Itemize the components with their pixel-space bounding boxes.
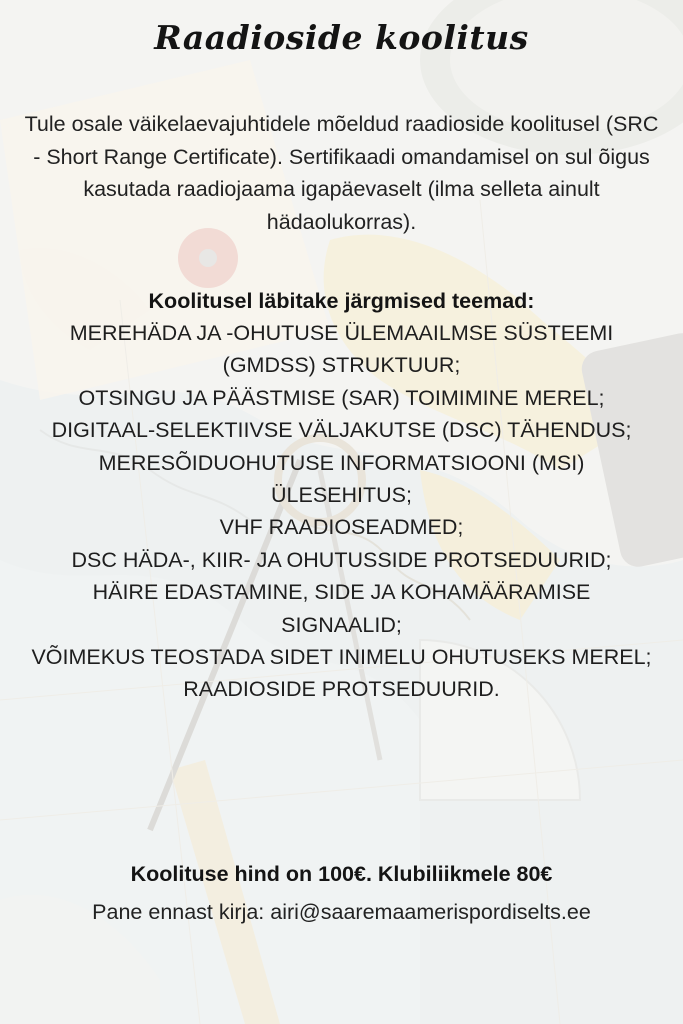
signup-label: Pane ennast kirja: bbox=[92, 900, 271, 924]
signup-line bbox=[0, 896, 683, 928]
intro-paragraph: Tule osale väikelaevajuhtidele mõeldud raadioside koolitusel (SRC - Short Range Certificate). Sertifikaadi omandamisel on sul õigus kasutada raadiojaama igapäevaselt (ilma selleta ainult hädaolukorras). bbox=[24, 112, 659, 234]
topic-item: OTSINGU JA PÄÄSTMISE (SAR) TOIMIMINE MEREL; bbox=[78, 385, 605, 410]
topic-item: MERESÕIDUOHUTUSE INFORMATSIOONI (MSI) ÜLESEHITUS; bbox=[98, 450, 585, 508]
price-text: Koolituse hind on 100€. Klubiliikmele 80€ bbox=[130, 862, 553, 886]
topic-item: VHF RAADIOSEADMED; bbox=[219, 515, 464, 540]
topic-item: RAADIOSIDE PROTSEDUURID. bbox=[183, 677, 500, 702]
topic-item: VÕIMEKUS TEOSTADA SIDET INIMELU OHUTUSEKS MEREL; bbox=[31, 645, 652, 670]
topic-item: DIGITAAL-SELEKTIIVSE VÄLJAKUTSE (DSC) TÄHENDUS; bbox=[51, 418, 632, 443]
topics-list bbox=[0, 317, 683, 706]
page-title: Raadioside koolitus bbox=[154, 18, 529, 57]
topics-heading: Koolitusel läbitake järgmised teemad: bbox=[148, 289, 535, 313]
topic-item: MEREHÄDA JA -OHUTUSE ÜLEMAAILMSE SÜSTEEMI (GMDSS) STRUKTUUR; bbox=[69, 321, 614, 378]
topic-item: HÄIRE EDASTAMINE, SIDE JA KOHAMÄÄRAMISE SIGNAALID; bbox=[92, 580, 591, 637]
topic-item: DSC HÄDA-, KIIR- JA OHUTUSSIDE PROTSEDUURID; bbox=[71, 547, 612, 572]
signup-email-link[interactable]: airi@saaremaamerispordiselts.ee bbox=[270, 900, 591, 924]
